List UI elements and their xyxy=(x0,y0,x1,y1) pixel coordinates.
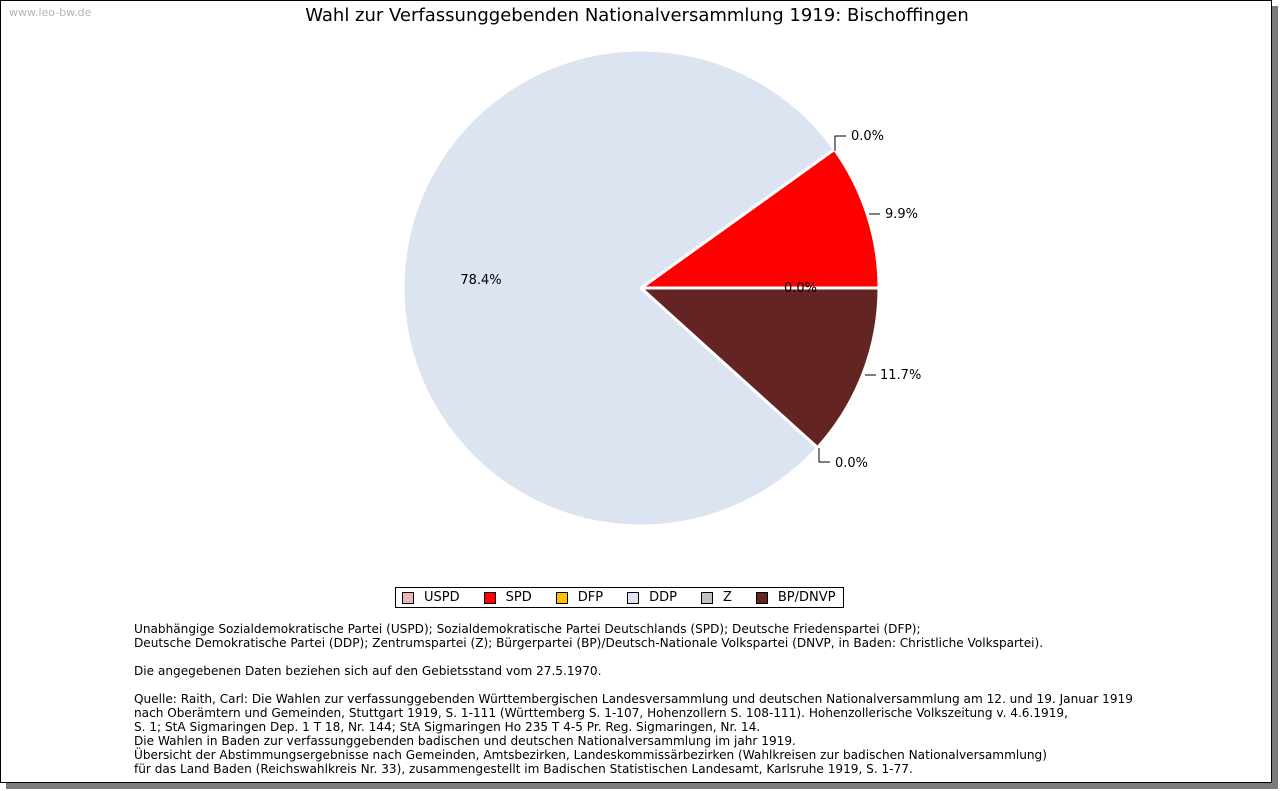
label-leader-z xyxy=(819,448,830,462)
watermark: www.leo-bw.de xyxy=(9,6,92,19)
data-label-uspd: 0.0% xyxy=(784,281,818,296)
data-label-dfp: 0.0% xyxy=(851,129,885,144)
data-label-bp-dnvp: 11.7% xyxy=(880,368,922,383)
legend-label: DFP xyxy=(577,590,604,605)
legend-swatch xyxy=(756,592,768,604)
note-parties-line-1: Unabhängige Sozialdemokratische Partei (USPD); Sozialdemokratische Partei Deutschlands (SPD); Deutsche Friedenspartei (DFP); xyxy=(134,622,921,636)
legend-item-z xyxy=(701,590,732,605)
label-leader-dfp xyxy=(835,136,846,151)
legend-label: BP/DNVP xyxy=(777,590,836,605)
legend-label: SPD xyxy=(505,590,532,605)
chart-title: Wahl zur Verfassunggebenden Nationalversammlung 1919: Bischoffingen xyxy=(305,5,969,26)
legend-swatch xyxy=(484,592,496,604)
legend-swatch xyxy=(627,592,639,604)
note-territory: Die angegebenen Daten beziehen sich auf den Gebietsstand vom 27.5.1970. xyxy=(134,664,602,678)
legend-label: USPD xyxy=(424,590,460,605)
data-label-spd: 9.9% xyxy=(885,207,919,222)
data-label-ddp: 78.4% xyxy=(460,273,502,288)
note-parties-line-2: Deutsche Demokratische Partei (DDP); Zentrumspartei (Z); Bürgerpartei (BP)/Deutsch-Nationale Volkspartei (DNVP, in Baden: Christliche Volkspartei). xyxy=(134,636,1044,650)
legend-item-dfp xyxy=(556,590,603,605)
note-source-line-4: Die Wahlen in Baden zur verfassunggebenden badischen und deutschen Nationalversammlung im jahr 1919. xyxy=(134,734,796,748)
legend-item-bp-dnvp xyxy=(756,590,836,605)
legend-swatch xyxy=(556,592,568,604)
legend-label: Z xyxy=(722,590,732,605)
legend xyxy=(395,587,844,608)
legend-swatch xyxy=(701,592,713,604)
note-source-line-5: Übersicht der Abstimmungsergebnisse nach Gemeinden, Amtsbezirken, Landeskommissärbezirken (Wahlkreisen zur badischen Nationalversammlung) xyxy=(134,748,1047,762)
legend-item-uspd xyxy=(402,590,460,605)
note-source-line-6: für das Land Baden (Reichswahlkreis Nr. 33), zusammengestellt im Badischen Statistischen Landesamt, Karlsruhe 1919, S. 1-77. xyxy=(134,762,913,776)
legend-item-spd xyxy=(484,590,532,605)
data-label-z: 0.0% xyxy=(835,456,869,471)
legend-label: DDP xyxy=(649,590,677,605)
note-source-line-2: nach Oberämtern und Gemeinden, Stuttgart 1919, S. 1-111 (Württemberg S. 1-107, Hohenzollern S. 108-111). Hohenzollerische Volkszeitung v. 4.6.1919, xyxy=(134,706,1068,720)
legend-item-ddp xyxy=(627,590,677,605)
note-source-line-1: Quelle: Raith, Carl: Die Wahlen zur verfassunggebenden Württembergischen Landesversammlung und deutschen Nationalversammlung am 12. und 19. Januar 1919 xyxy=(134,692,1133,706)
legend-swatch xyxy=(402,592,414,604)
notes xyxy=(134,622,1214,776)
note-source-line-3: S. 1; StA Sigmaringen Dep. 1 T 18, Nr. 144; StA Sigmaringen Ho 235 T 4-5 Pr. Reg. Sigmaringen, Nr. 14. xyxy=(134,720,761,734)
